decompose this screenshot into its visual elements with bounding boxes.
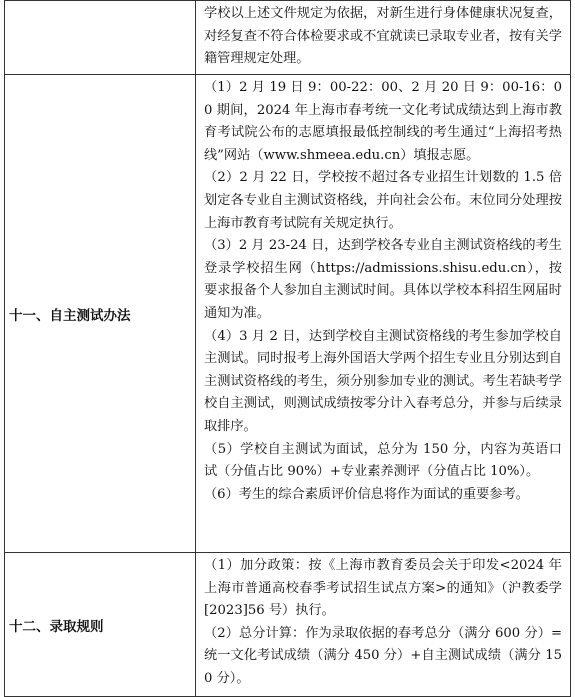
paragraph: （4）3 月 2 日，达到学校自主测试资格线的考生参加学校自主测试。同时报考上海外国语大学两个招生专业且分别达到自主测试资格线的考生，须分别参加专业的测试。考生若缺考学校自主测试，则测试成绩按零分计入春考总分，并参与后续录取排序。	[204, 328, 562, 434]
table-row	[5, 553, 571, 697]
paragraph: （6）考生的综合素质评价信息将作为面试的重要参考。	[204, 486, 529, 502]
paragraph: 学校以上述文件规定为依据，对新生进行身体健康状况复查，对经复查不符合体检要求或不宜就读已录取专业者，按有关学籍管理规定处理。	[204, 6, 562, 67]
row-content-cell	[196, 1, 571, 75]
row-label-cell	[5, 553, 196, 697]
row-label-cell	[5, 1, 196, 75]
paragraph: （1）加分政策：按《上海市教育委员会关于印发<2024 年上海市普通高校春季考试招生试点方案>的通知》（沪教委学[2023]56 号）执行。	[204, 558, 562, 619]
paragraph: （2）2 月 22 日，学校按不超过各专业招生计划数的 1.5 倍划定各专业自主测试资格线，并向社会公布。末位同分处理按上海市教育考试院有关规定执行。	[204, 170, 562, 231]
paragraph: （2）总分计算：作为录取依据的春考总分（满分 600 分）=统一文化考试成绩（满分 450 分）+自主测试成绩（满分 150 分）。	[204, 625, 562, 686]
row-label: 十一、自主测试办法	[9, 307, 131, 324]
paragraph: （5）学校自主测试为面试，总分为 150 分，内容为英语口试（分值占比 90%）+专业素养测评（分值占比 10%）。	[204, 441, 562, 480]
row-label-cell	[5, 75, 196, 553]
table-row	[5, 75, 571, 553]
row-content-cell	[196, 75, 571, 553]
paragraph: （3）2 月 23-24 日，达到学校各专业自主测试资格线的考生登录学校招生网（https://admissions.shisu.edu.cn），按要求报备个人参加自主测试时间。具体以学校本科招生网届时通知为准。	[204, 238, 562, 321]
table-row	[5, 1, 571, 75]
row-content-cell	[196, 553, 571, 697]
row-label: 十二、录取规则	[9, 618, 104, 635]
policy-table	[4, 0, 571, 697]
paragraph: （1）2 月 19 日 9：00-22：00、2 月 20 日 9：00-16：00 期间，2024 年上海市春考统一文化考试成绩达到上海市教育考试院公布的志愿填报最低控制线的考生通过“上海招考热线”网站（www.shmeea.edu.cn）填报志愿。	[204, 80, 562, 163]
